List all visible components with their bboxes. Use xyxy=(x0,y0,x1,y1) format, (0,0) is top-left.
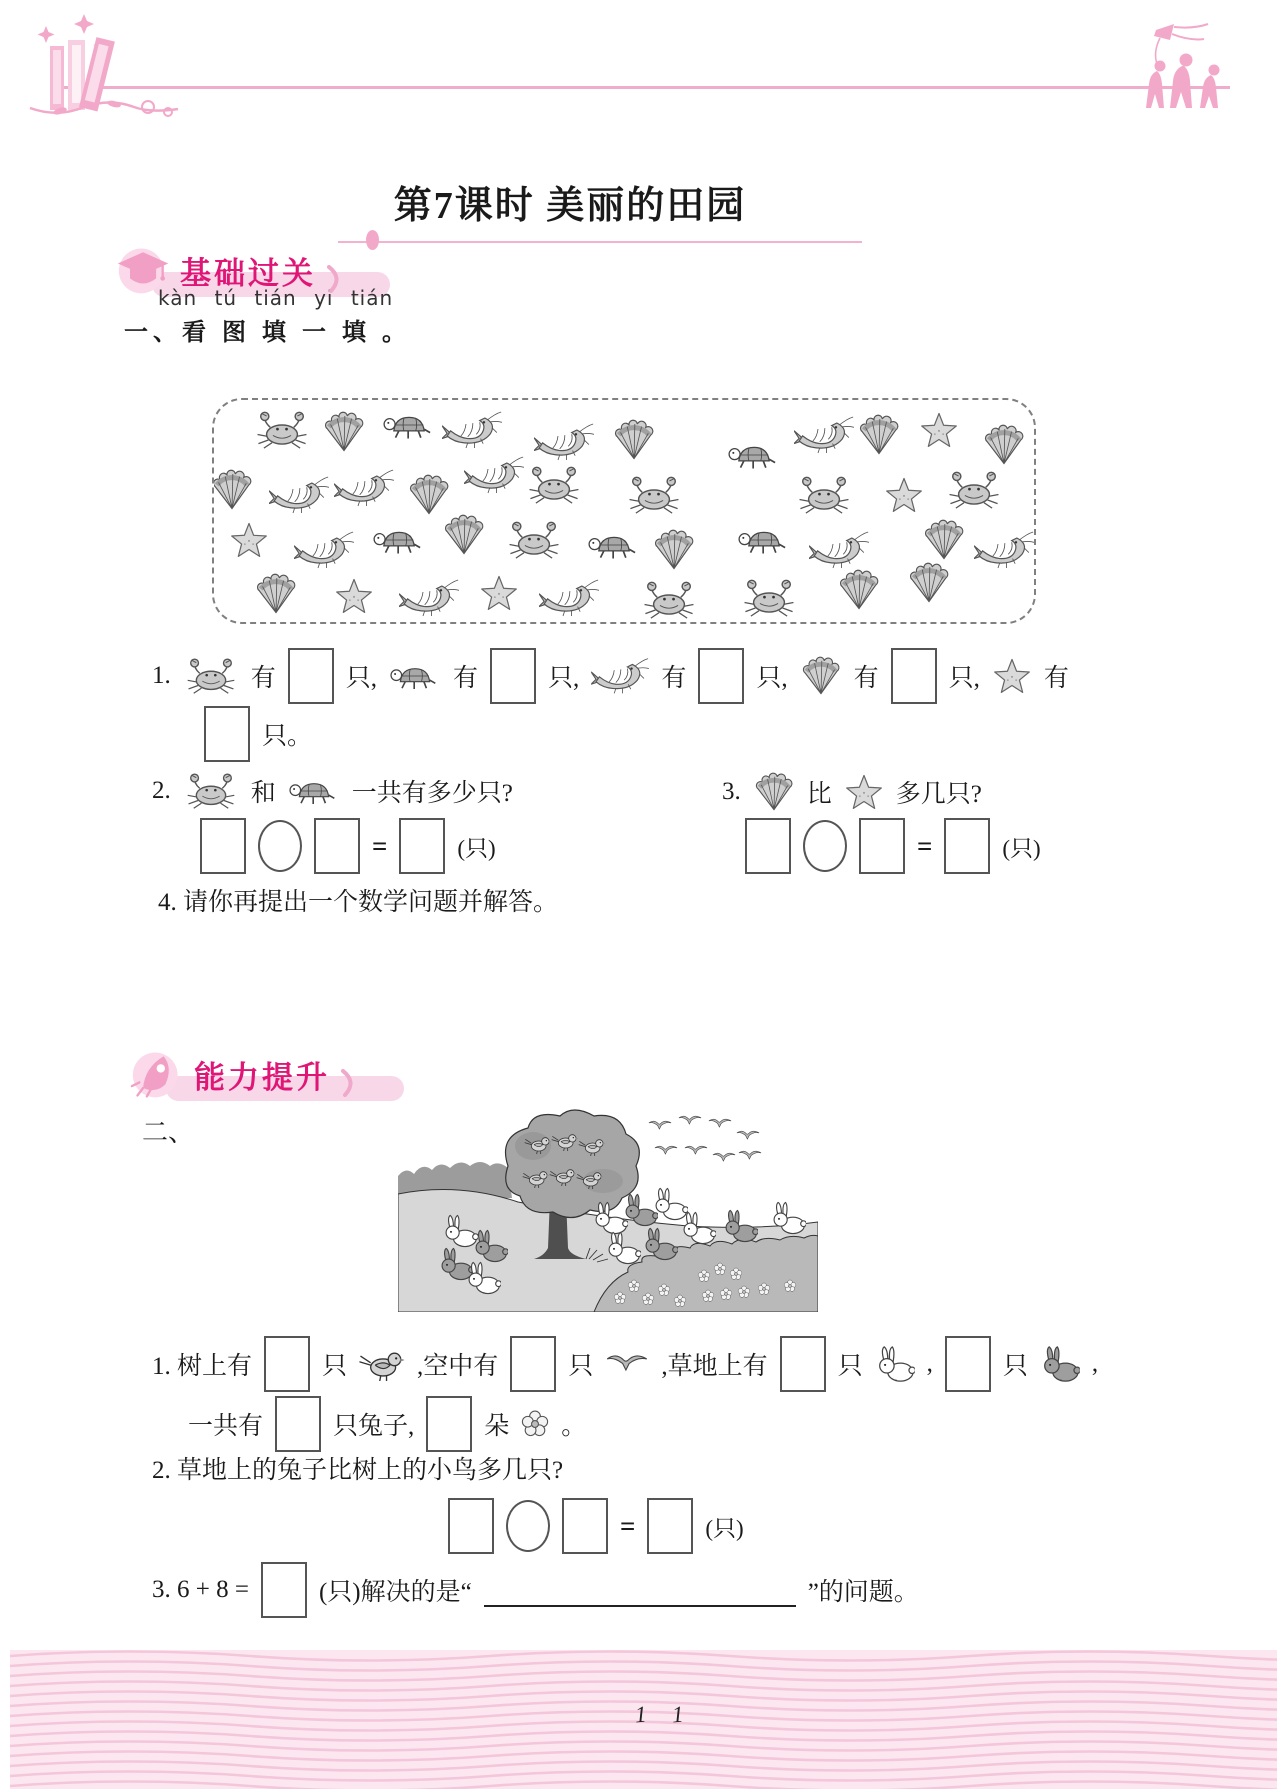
qii1-line2-mid: 只兔子, xyxy=(333,1413,415,1440)
shrimp-icon xyxy=(294,532,354,568)
question-1-line-1 xyxy=(152,648,1069,704)
label-zhi: 只 xyxy=(568,1353,594,1380)
badge-curl-decoration xyxy=(326,265,344,293)
equation-result-box[interactable] xyxy=(399,818,445,874)
qii1-line2-prefix: 一共有 xyxy=(188,1413,264,1440)
answer-box-flowers[interactable] xyxy=(426,1396,472,1452)
shell-icon xyxy=(800,656,842,696)
books-decoration xyxy=(26,12,182,118)
equation-row-q2 xyxy=(200,818,496,874)
label-period: 。 xyxy=(561,1413,587,1440)
label-zhi-period: 只。 xyxy=(262,723,313,750)
qii3-suffix: ”的问题。 xyxy=(807,1579,919,1606)
starfish-icon xyxy=(482,576,517,609)
question-1-line-2 xyxy=(204,706,312,762)
shrimp-icon xyxy=(974,532,1034,568)
question-ii-1-line-1 xyxy=(152,1336,1098,1392)
shell-icon xyxy=(861,415,898,453)
equation-operator-circle[interactable] xyxy=(506,1500,550,1552)
qii3-prefix: 3. 6 + 8 = xyxy=(152,1576,249,1603)
footer-band xyxy=(10,1650,1277,1789)
shrimp-icon xyxy=(334,470,394,506)
label-zhi: 只, xyxy=(948,665,980,692)
answer-box-tree-birds[interactable] xyxy=(264,1336,310,1392)
shrimp-icon xyxy=(809,532,869,568)
crab-icon xyxy=(530,467,579,503)
turtle-icon xyxy=(374,532,420,553)
equation-operator-circle[interactable] xyxy=(258,820,302,872)
equation-operand-box[interactable] xyxy=(562,1498,608,1554)
answer-box-gray-rabbits[interactable] xyxy=(945,1336,991,1392)
answer-box-shrimp-count[interactable] xyxy=(698,648,744,704)
shell-icon xyxy=(656,530,693,568)
equation-operand-box[interactable] xyxy=(200,818,246,874)
shell-icon xyxy=(926,520,963,558)
crab-icon xyxy=(950,472,999,508)
answer-box-6-plus-8[interactable] xyxy=(261,1562,307,1618)
question-ii-3-line xyxy=(152,1562,919,1618)
label-he: 和 xyxy=(250,780,276,807)
shell-icon xyxy=(911,563,948,601)
title-dot xyxy=(366,230,379,250)
unit-label: (只) xyxy=(457,835,496,861)
meadow-scene xyxy=(398,1106,818,1312)
label-zhi: 只 xyxy=(1002,1353,1028,1380)
q3-number: 3. xyxy=(722,778,741,805)
answer-box-turtle-count[interactable] xyxy=(490,648,536,704)
starfish-icon xyxy=(844,773,884,811)
qii3-mid: (只)解决的是“ xyxy=(318,1579,472,1606)
q2-text: 一共有多少只? xyxy=(351,780,513,807)
equation-result-box[interactable] xyxy=(944,818,990,874)
starfish-icon xyxy=(887,478,922,511)
equation-operand-box[interactable] xyxy=(448,1498,494,1554)
kids-with-kite-decoration xyxy=(1126,20,1240,114)
sparrow-icon xyxy=(359,1347,405,1381)
turtle-icon xyxy=(389,659,441,693)
question-2-line xyxy=(152,772,513,810)
crab-icon xyxy=(745,580,794,616)
section-2-number xyxy=(142,1112,194,1149)
crab-icon xyxy=(645,582,694,618)
q1-number: 1. xyxy=(152,662,171,689)
label-er: 二、 xyxy=(142,1118,195,1147)
label-duo: 朵 xyxy=(484,1413,510,1440)
qii1-mid-2: ,草地上有 xyxy=(661,1353,768,1380)
shell-icon xyxy=(214,470,251,508)
label-zhi: 只, xyxy=(548,665,580,692)
instruction-text: 一、看 图 填 一 填 。 xyxy=(124,320,411,346)
title-underline xyxy=(338,241,862,243)
shrimp-icon xyxy=(539,580,599,616)
unit-label: (只) xyxy=(1002,835,1041,861)
turtle-icon xyxy=(739,532,785,553)
equation-operand-box[interactable] xyxy=(859,818,905,874)
shell-icon xyxy=(326,412,363,450)
answer-box-total-rabbits[interactable] xyxy=(275,1396,321,1452)
label-you: 有 xyxy=(250,665,276,692)
section-badge-advanced xyxy=(130,1046,358,1102)
shrimp-icon xyxy=(399,580,459,616)
equals-sign: = xyxy=(917,830,933,861)
shrimp-icon xyxy=(269,477,329,513)
qii2-text: 2. 草地上的兔子比树上的小鸟多几只? xyxy=(152,1457,564,1484)
graduation-cap-icon xyxy=(116,244,172,296)
section-title-advanced: 能力提升 xyxy=(194,1059,330,1095)
section-title-basic: 基础过关 xyxy=(180,255,316,291)
page-number-right: 1 xyxy=(671,1701,685,1728)
starfish-icon xyxy=(232,523,267,556)
shell-icon xyxy=(753,772,795,812)
shell-icon xyxy=(258,574,295,612)
question-3-line xyxy=(722,772,982,812)
crab-icon xyxy=(183,657,239,695)
fill-in-blank-line[interactable] xyxy=(484,1573,796,1607)
label-zhi: 只, xyxy=(345,665,378,692)
crab-icon xyxy=(510,522,559,558)
flower-icon xyxy=(521,1410,549,1438)
q2-number: 2. xyxy=(152,777,171,804)
label-you: 有 xyxy=(853,665,879,692)
equation-operand-box[interactable] xyxy=(314,818,360,874)
shrimp-icon xyxy=(591,657,649,695)
crab-icon xyxy=(800,477,849,513)
turtle-icon xyxy=(288,774,340,808)
white-rabbit-icon xyxy=(875,1346,915,1382)
shrimp-icon xyxy=(464,457,524,493)
answer-box-starfish-count[interactable] xyxy=(204,706,250,762)
q3-text: 多几只? xyxy=(895,781,982,808)
badge-curl-decoration xyxy=(340,1069,358,1097)
shell-icon xyxy=(446,515,483,553)
equals-sign: = xyxy=(372,830,388,861)
qii1-mid-1: ,空中有 xyxy=(417,1353,499,1380)
equation-operand-box[interactable] xyxy=(745,818,791,874)
label-you: 有 xyxy=(661,665,687,692)
label-comma: , xyxy=(926,1350,933,1377)
shell-icon xyxy=(616,420,653,458)
q4-text: 4. 请你再提出一个数学问题并解答。 xyxy=(158,889,559,916)
sea-animals-layer xyxy=(214,400,1034,622)
shrimp-icon xyxy=(794,417,854,453)
page-number-left: 1 xyxy=(634,1701,648,1728)
qii1-prefix: 1. 树上有 xyxy=(152,1353,253,1380)
question-4-line xyxy=(158,882,558,918)
answer-box-white-rabbits[interactable] xyxy=(780,1336,826,1392)
header-divider-line xyxy=(58,86,1230,89)
equation-operator-circle[interactable] xyxy=(803,820,847,872)
starfish-icon xyxy=(922,413,957,446)
answer-box-crab-count[interactable] xyxy=(288,648,334,704)
equation-row-ii-2 xyxy=(448,1498,744,1554)
label-comma: , xyxy=(1091,1350,1099,1377)
equals-sign: = xyxy=(620,1510,636,1541)
crab-icon xyxy=(630,477,679,513)
rocket-icon xyxy=(130,1048,186,1100)
equation-result-box[interactable] xyxy=(647,1498,693,1554)
question-ii-1-line-2 xyxy=(188,1396,586,1452)
flying-bird-icon xyxy=(605,1350,649,1379)
page-title: 第7课时 美丽的田园 xyxy=(393,185,747,227)
shrimp-icon xyxy=(442,412,502,448)
turtle-icon xyxy=(729,447,775,468)
answer-box-flying-birds[interactable] xyxy=(510,1336,556,1392)
turtle-icon xyxy=(384,417,430,438)
equation-row-q3 xyxy=(745,818,1041,874)
label-bi: 比 xyxy=(806,781,832,808)
pinyin-line: kàn tú tián yi tián xyxy=(158,286,394,310)
answer-box-shell-count[interactable] xyxy=(891,648,937,704)
label-zhi: 只 xyxy=(837,1353,863,1380)
starfish-icon xyxy=(337,579,372,612)
sea-animals-box xyxy=(212,398,1036,624)
shell-icon xyxy=(411,475,448,513)
unit-label: (只) xyxy=(705,1515,744,1541)
label-zhi: 只, xyxy=(756,665,788,692)
turtle-icon xyxy=(589,537,635,558)
crab-icon xyxy=(258,412,307,448)
crab-icon xyxy=(183,772,239,810)
label-zhi: 只 xyxy=(322,1353,348,1380)
question-ii-2-line xyxy=(152,1450,563,1486)
starfish-icon xyxy=(992,657,1032,695)
section-badge-basic xyxy=(116,242,344,298)
shrimp-icon xyxy=(534,424,594,460)
label-you: 有 xyxy=(453,665,479,692)
gray-rabbit-icon xyxy=(1040,1346,1080,1382)
shell-icon xyxy=(841,570,878,608)
label-you: 有 xyxy=(1043,665,1069,692)
shell-icon xyxy=(986,425,1023,463)
